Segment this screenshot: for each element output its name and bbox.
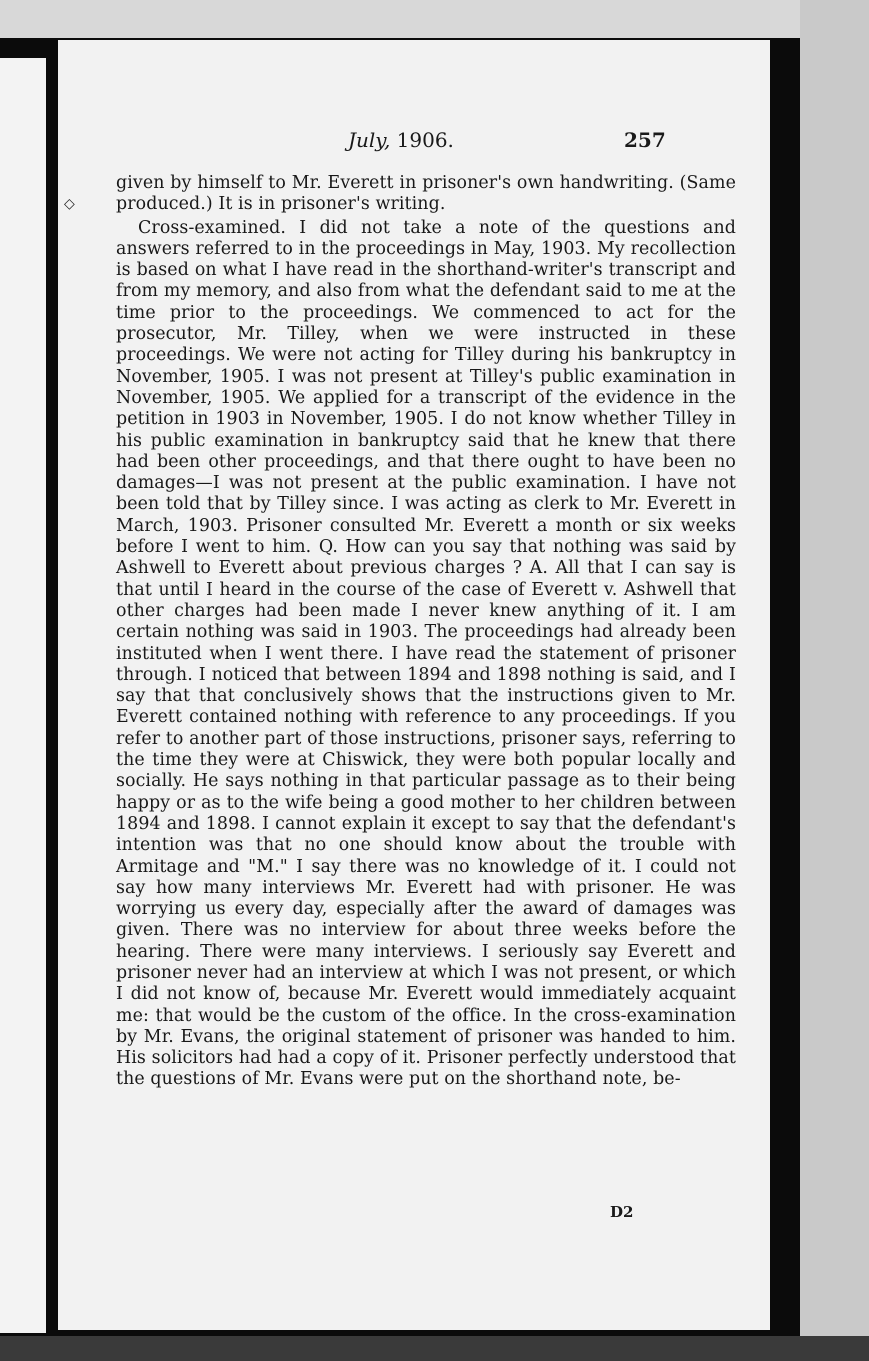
left-page-edge bbox=[0, 58, 46, 1333]
book-page bbox=[58, 40, 770, 1330]
margin-mark-icon: ◇ bbox=[64, 196, 75, 212]
scan-bottom-border bbox=[0, 1336, 869, 1361]
header-year: 1906. bbox=[396, 128, 454, 152]
scan-right-border bbox=[800, 0, 869, 1361]
page-number: 257 bbox=[624, 128, 666, 152]
header-date bbox=[348, 128, 454, 152]
page-header bbox=[58, 128, 770, 158]
signature-mark: D2 bbox=[610, 1203, 634, 1221]
scan-top-border bbox=[0, 0, 869, 38]
paragraph-2: Cross-examined. I did not take a note of the questions and answers referred to in the proceedings in May, 1903. My recollection is based on what I have read in the shorthand-writer's transcript and from my memory, and also from what the defendant said to me at the time prior to the proceedings. We commenced to act for the prosecutor, Mr. Tilley, when we were instructed in these proceedings. We were not acting for Tilley during his bankruptcy in November, 1905. I was not present at Tilley's public examination in November, 1905. We applied for a transcript of the evidence in the petition in 1903 in November, 1905. I do not know whether Tilley in his public examination in bankruptcy said that he knew that there had been other proceedings, and that there ought to have been no damages—I was not present at the public examination. I have not been told that by Tilley since. I was acting as clerk to Mr. Everett in March, 1903. Prisoner consulted Mr. Everett a month or six weeks before I went to him. Q. How can you say that nothing was said by Ashwell to Everett about previous charges ? A. All that I can say is that until I heard in the course of the case of Everett v. Ashwell that other charges had been made I never knew anything of it. I am certain nothing was said in 1903. The proceedings had already been instituted when I went there. I have read the statement of prisoner through. I noticed that between 1894 and 1898 nothing is said, and I say that that conclusively shows that the instructions given to Mr. Everett contained nothing with reference to any proceedings. If you refer to another part of those instructions, prisoner says, referring to the time they were at Chiswick, they were both popular locally and socially. He says nothing in that particular passage as to their being happy or as to the wife being a good mother to her children between 1894 and 1898. I cannot explain it except to say that the defendant's intention was that no one should know about the trouble with Armitage and "M." I say there was no knowledge of it. I could not say how many interviews Mr. Everett had with prisoner. He was worrying us every day, especially after the award of damages was given. There was no interview for about three weeks before the hearing. There were many interviews. I seriously say Everett and prisoner never had an interview at which I was not present, or which I did not know of, because Mr. Everett would immediately acquaint me: that would be the custom of the office. In the cross-examination by Mr. Evans, the original statement of prisoner was handed to him. His solicitors had had a copy of it. Prisoner perfectly understood that the questions of Mr. Evans were put on the shorthand note, be- bbox=[116, 217, 736, 1090]
page-body bbox=[116, 173, 736, 1091]
header-month: July, bbox=[348, 128, 391, 152]
paragraph-1: given by himself to Mr. Everett in prisoner's own handwriting. (Same produced.) It is in prisoner's writing. bbox=[116, 173, 736, 215]
